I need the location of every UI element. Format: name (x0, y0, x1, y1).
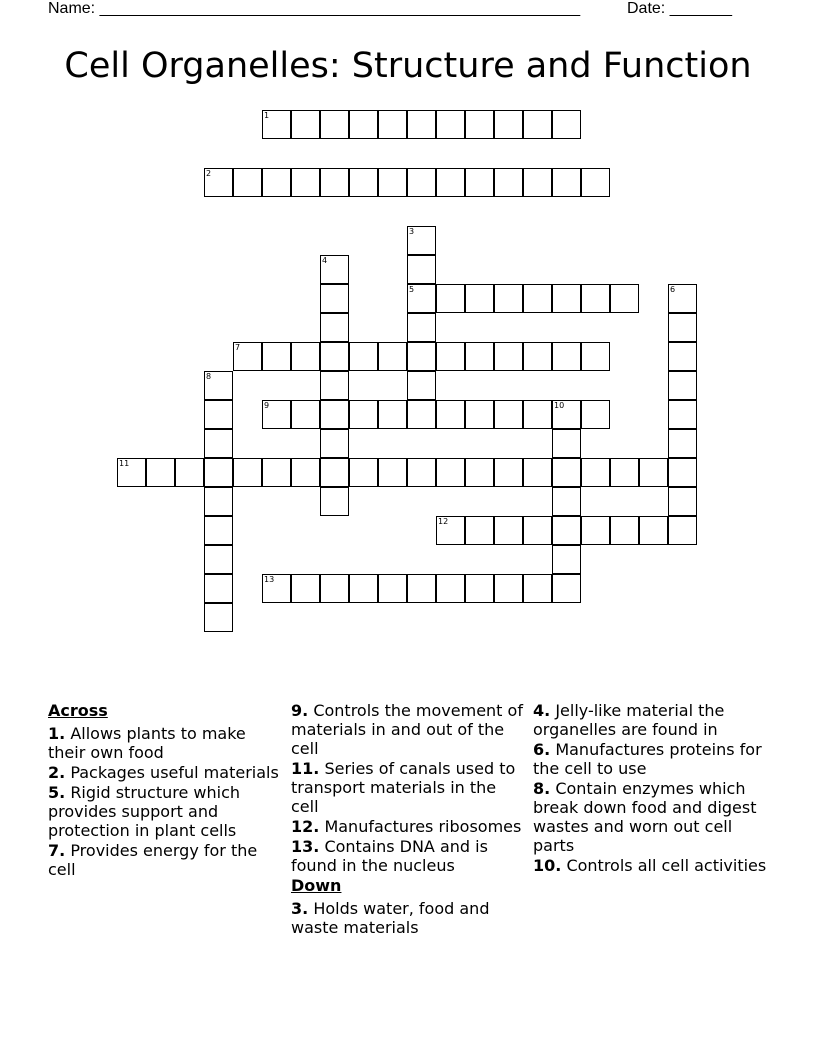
clue-across-5: 5. Rigid structure which provides support and protection in plant cells (48, 783, 241, 840)
grid-cell[interactable] (668, 458, 697, 487)
grid-cell[interactable] (320, 284, 349, 313)
clue-down-3: 3. Holds water, food and waste materials (291, 899, 490, 937)
grid-cell[interactable] (494, 110, 523, 139)
grid-cell[interactable] (262, 110, 291, 139)
grid-cell[interactable] (552, 284, 581, 313)
grid-cell[interactable] (581, 284, 610, 313)
grid-cell[interactable] (117, 458, 146, 487)
grid-cell[interactable] (436, 400, 465, 429)
cell-number: 3 (409, 227, 415, 236)
grid-cell[interactable] (349, 110, 378, 139)
name-field-label: Name: ______________________________________________________ (48, 0, 581, 17)
clue-across-13: 13. Contains DNA and is found in the nucleus (291, 837, 488, 875)
grid-cell[interactable] (523, 110, 552, 139)
grid-cell[interactable] (204, 574, 233, 603)
grid-cell[interactable] (262, 342, 291, 371)
grid-cell[interactable] (523, 284, 552, 313)
grid-cell[interactable] (291, 168, 320, 197)
grid-cell[interactable] (436, 458, 465, 487)
grid-cell[interactable] (465, 110, 494, 139)
grid-cell[interactable] (320, 313, 349, 342)
grid-cell[interactable] (552, 168, 581, 197)
grid-cell[interactable] (378, 458, 407, 487)
cell-number: 2 (206, 169, 212, 178)
cell-number: 11 (119, 459, 130, 468)
grid-cell[interactable] (668, 487, 697, 516)
grid-cell[interactable] (291, 458, 320, 487)
cell-number: 13 (264, 575, 275, 584)
grid-cell[interactable] (407, 400, 436, 429)
grid-cell[interactable] (233, 168, 262, 197)
grid-cell[interactable] (610, 284, 639, 313)
grid-cell[interactable] (146, 458, 175, 487)
grid-cell[interactable] (523, 400, 552, 429)
cell-number: 6 (670, 285, 676, 294)
grid-cell[interactable] (320, 574, 349, 603)
clue-down-6: 6. Manufactures proteins for the cell to use (533, 740, 762, 778)
grid-cell[interactable] (523, 342, 552, 371)
grid-cell[interactable] (668, 284, 697, 313)
grid-cell[interactable] (668, 371, 697, 400)
cell-number: 7 (235, 343, 241, 352)
grid-cell[interactable] (552, 458, 581, 487)
grid-cell[interactable] (407, 110, 436, 139)
grid-cell[interactable] (262, 400, 291, 429)
grid-cell[interactable] (523, 458, 552, 487)
grid-cell[interactable] (320, 255, 349, 284)
clue-down-8: 8. Contain enzymes which break down food and digest wastes and worn out cell parts (533, 779, 757, 855)
grid-cell[interactable] (494, 342, 523, 371)
grid-cell[interactable] (262, 458, 291, 487)
grid-cell[interactable] (407, 313, 436, 342)
grid-cell[interactable] (639, 516, 668, 545)
grid-cell[interactable] (407, 574, 436, 603)
grid-cell[interactable] (552, 400, 581, 429)
grid-cell[interactable] (668, 342, 697, 371)
clue-column-2 (291, 701, 527, 938)
grid-cell[interactable] (407, 371, 436, 400)
grid-cell[interactable] (668, 429, 697, 458)
grid-cell[interactable] (668, 400, 697, 429)
cell-number: 9 (264, 401, 270, 410)
grid-cell[interactable] (436, 110, 465, 139)
grid-cell[interactable] (407, 458, 436, 487)
grid-cell[interactable] (320, 458, 349, 487)
grid-cell[interactable] (378, 400, 407, 429)
grid-cell[interactable] (378, 168, 407, 197)
grid-cell[interactable] (494, 284, 523, 313)
grid-cell[interactable] (465, 574, 494, 603)
grid-cell[interactable] (407, 226, 436, 255)
grid-cell[interactable] (407, 284, 436, 313)
grid-cell[interactable] (233, 458, 262, 487)
grid-cell[interactable] (407, 342, 436, 371)
cell-number: 8 (206, 372, 212, 381)
grid-cell[interactable] (465, 342, 494, 371)
grid-cell[interactable] (175, 458, 204, 487)
grid-cell[interactable] (523, 574, 552, 603)
grid-cell[interactable] (204, 400, 233, 429)
grid-cell[interactable] (494, 458, 523, 487)
page-title: Cell Organelles: Structure and Function (64, 46, 752, 86)
grid-cell[interactable] (349, 342, 378, 371)
grid-cell[interactable] (204, 487, 233, 516)
grid-cell[interactable] (320, 168, 349, 197)
grid-cell[interactable] (320, 342, 349, 371)
grid-cell[interactable] (581, 168, 610, 197)
grid-cell[interactable] (465, 400, 494, 429)
grid-cell[interactable] (349, 400, 378, 429)
grid-cell[interactable] (204, 429, 233, 458)
grid-cell[interactable] (668, 313, 697, 342)
grid-cell[interactable] (436, 284, 465, 313)
clue-across-12: 12. Manufactures ribosomes (291, 817, 522, 836)
grid-cell[interactable] (320, 371, 349, 400)
grid-cell[interactable] (349, 458, 378, 487)
grid-cell[interactable] (494, 400, 523, 429)
grid-cell[interactable] (378, 110, 407, 139)
grid-cell[interactable] (552, 545, 581, 574)
grid-cell[interactable] (436, 574, 465, 603)
grid-cell[interactable] (523, 168, 552, 197)
grid-cell[interactable] (552, 429, 581, 458)
grid-cell[interactable] (204, 458, 233, 487)
grid-cell[interactable] (349, 168, 378, 197)
grid-cell[interactable] (349, 574, 378, 603)
grid-cell[interactable] (262, 574, 291, 603)
grid-cell[interactable] (378, 574, 407, 603)
date-field-label: Date: _______ (627, 0, 732, 17)
clue-column-3 (533, 701, 773, 876)
clue-down-10: 10. Controls all cell activities (533, 856, 767, 875)
grid-cell[interactable] (291, 342, 320, 371)
grid-cell[interactable] (233, 342, 262, 371)
grid-cell[interactable] (552, 516, 581, 545)
grid-cell[interactable] (668, 516, 697, 545)
grid-cell[interactable] (552, 342, 581, 371)
grid-cell[interactable] (291, 574, 320, 603)
grid-cell[interactable] (407, 255, 436, 284)
grid-cell[interactable] (552, 574, 581, 603)
cell-number: 12 (438, 517, 449, 526)
clue-across-11: 11. Series of canals used to transport materials in the cell (291, 759, 516, 816)
grid-cell[interactable] (436, 516, 465, 545)
grid-cell[interactable] (204, 516, 233, 545)
grid-cell[interactable] (436, 342, 465, 371)
grid-cell[interactable] (465, 516, 494, 545)
grid-cell[interactable] (465, 458, 494, 487)
clue-across-1: 1. Allows plants to make their own food (48, 724, 246, 762)
grid-cell[interactable] (465, 168, 494, 197)
cell-number: 1 (264, 111, 270, 120)
grid-cell[interactable] (320, 400, 349, 429)
grid-cell[interactable] (262, 168, 291, 197)
grid-cell[interactable] (610, 516, 639, 545)
cell-number: 5 (409, 285, 415, 294)
grid-cell[interactable] (523, 516, 552, 545)
grid-cell[interactable] (204, 168, 233, 197)
grid-cell[interactable] (639, 458, 668, 487)
grid-cell[interactable] (291, 400, 320, 429)
grid-cell[interactable] (552, 487, 581, 516)
grid-cell[interactable] (436, 168, 465, 197)
grid-cell[interactable] (494, 516, 523, 545)
grid-cell[interactable] (581, 516, 610, 545)
across-heading: Across (48, 701, 108, 720)
grid-cell[interactable] (494, 574, 523, 603)
cell-number: 10 (554, 401, 565, 410)
grid-cell[interactable] (581, 400, 610, 429)
grid-cell[interactable] (581, 342, 610, 371)
grid-cell[interactable] (320, 487, 349, 516)
clue-across-2: 2. Packages useful materials (48, 763, 279, 782)
grid-cell[interactable] (581, 458, 610, 487)
grid-cell[interactable] (320, 110, 349, 139)
grid-cell[interactable] (552, 110, 581, 139)
grid-cell[interactable] (407, 168, 436, 197)
clue-column-1 (48, 701, 280, 880)
grid-cell[interactable] (204, 603, 233, 632)
clue-down-4: 4. Jelly-like material the organelles are found in (533, 701, 725, 739)
grid-cell[interactable] (204, 371, 233, 400)
grid-cell[interactable] (320, 429, 349, 458)
grid-cell[interactable] (378, 342, 407, 371)
grid-cell[interactable] (494, 168, 523, 197)
grid-cell[interactable] (291, 110, 320, 139)
cell-number: 4 (322, 256, 328, 265)
grid-cell[interactable] (610, 458, 639, 487)
clue-across-7: 7. Provides energy for the cell (48, 841, 258, 879)
grid-cell[interactable] (465, 284, 494, 313)
grid-cell[interactable] (204, 545, 233, 574)
clue-across-9: 9. Controls the movement of materials in and out of the cell (291, 701, 523, 758)
down-heading: Down (291, 876, 342, 895)
